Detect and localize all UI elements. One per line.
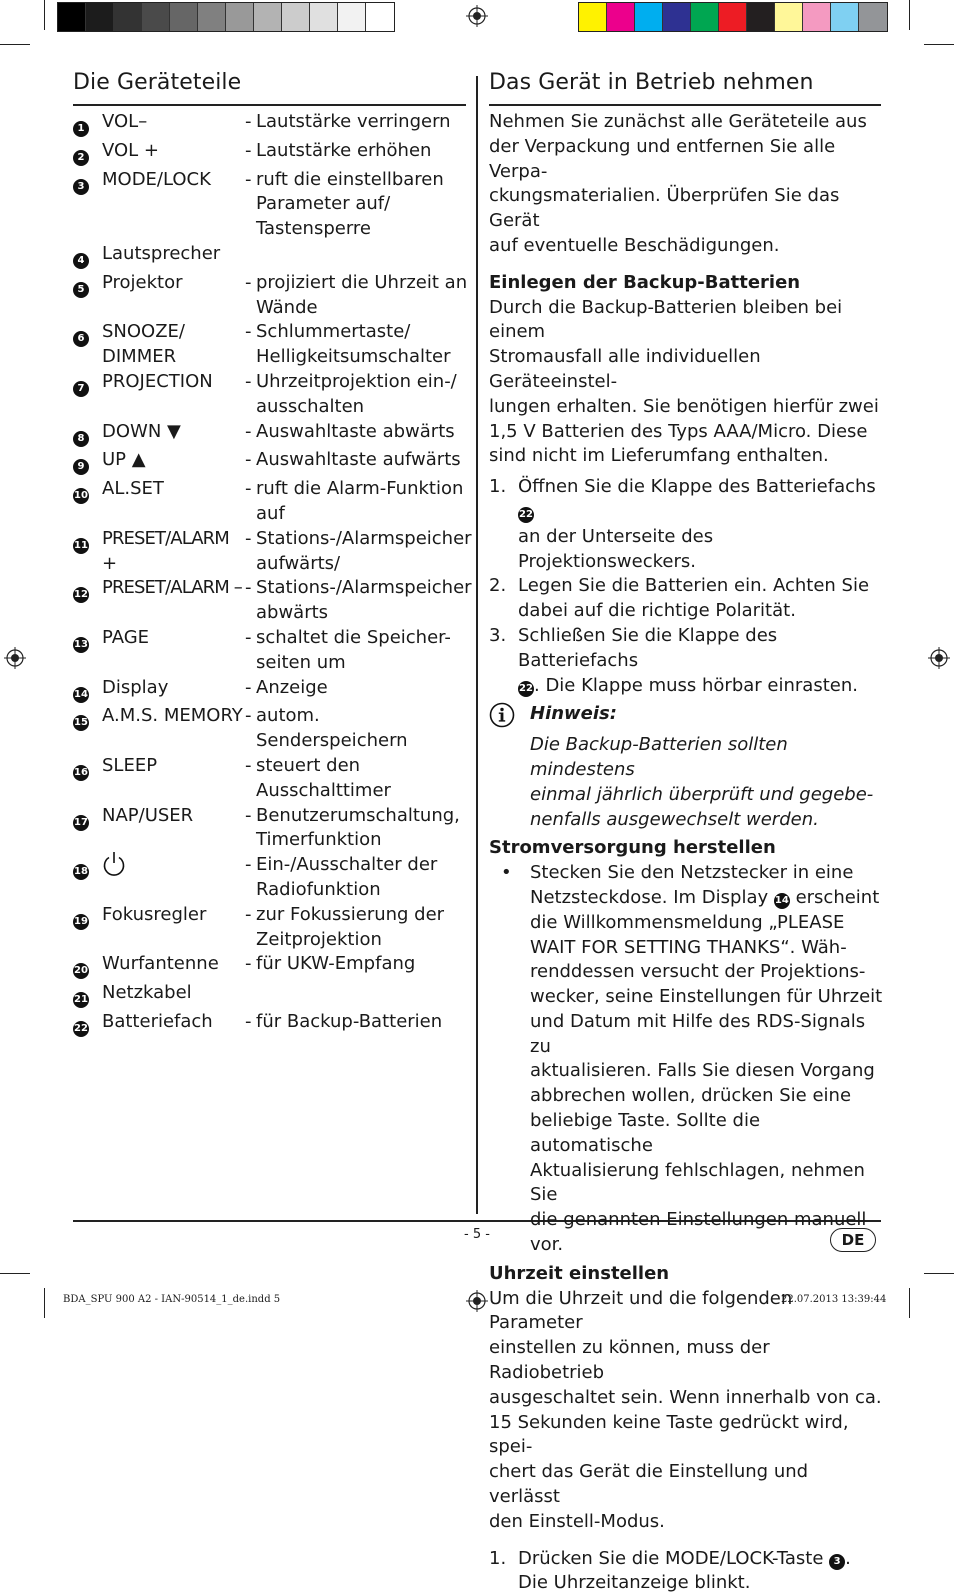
gray-swatch-bar [57, 2, 395, 32]
crop-mark [924, 1273, 954, 1274]
part-number-badge: 1 [73, 121, 89, 137]
part-name: VOL– [102, 111, 148, 132]
part-description: steuert den Ausschalttimer [256, 754, 391, 801]
color-swatch [747, 3, 775, 31]
parts-row [73, 981, 468, 1010]
part-name: Lautsprecher [102, 242, 221, 264]
crop-mark [924, 44, 954, 45]
part-description: Benutzerumschaltung, Timerfunktion [256, 804, 460, 851]
part-name: AL.SET [102, 478, 164, 500]
parts-row: 2 VOL + - Lautstärke erhöhen [73, 139, 468, 168]
part-number-badge: 21 [73, 992, 89, 1008]
parts-row: 5 Projektor - projiziert die Uhrzeit an Wände [73, 271, 468, 321]
part-name: SNOOZE/ DIMMER [102, 321, 185, 368]
note-title: Hinweis: [530, 703, 617, 725]
page-number: - 5 - [464, 1227, 490, 1242]
parts-row: 6 SNOOZE/ DIMMER - Schlummertaste/ Helligkeitsumschalter [73, 320, 468, 370]
backup-paragraph: Durch die Backup-Batterien bleiben bei einem Stromausfall alle individuellen Geräteeinstel- lungen erhalten. Sie benötigen hierfür zwei 1,5 V Batterien des Typs AAA/Micro. Diese sind nicht im Lieferumfang enthalten. [489, 296, 879, 467]
note-box [489, 702, 884, 832]
color-swatch [579, 3, 607, 31]
part-number-badge: 6 [73, 331, 89, 347]
registration-mark-icon [4, 647, 26, 669]
parts-row: 7 PROJECTION - Uhrzeitprojektion ein-/ ausschalten [73, 370, 468, 420]
part-number-badge: 2 [73, 150, 89, 166]
parts-row: 8 DOWN ▼ - Auswahltaste abwärts [73, 420, 468, 449]
part-name: PRESET/ALARM – [102, 577, 242, 599]
part-number-badge: 9 [73, 459, 89, 475]
ref-badge: 3 [829, 1554, 845, 1570]
backup-steps [489, 475, 884, 698]
color-swatch-bar [578, 2, 888, 32]
part-name: SLEEP [102, 754, 158, 776]
registration-mark-icon [466, 1290, 488, 1312]
color-swatch [254, 3, 282, 31]
parts-row: 20 Wurfantenne - für UKW-Empfang [73, 952, 468, 981]
crop-mark [0, 1273, 30, 1274]
color-swatch [310, 3, 338, 31]
part-description: Stations-/Alarmspeicher abwärts [256, 577, 472, 624]
parts-row: 11 PRESET/ALARM + - Stations-/Alarmspeicher aufwärts/ [73, 527, 468, 577]
power-symbol-icon [102, 853, 245, 903]
color-swatch [226, 3, 254, 31]
file-slug: BDA_SPU 900 A2 - IAN-90514_1_de.indd 5 [63, 1294, 281, 1305]
part-description: schaltet die Speicher- seiten um [256, 626, 451, 673]
crop-mark [0, 44, 30, 45]
part-description: Stations-/Alarmspeicher aufwärts/ [256, 527, 472, 574]
parts-row: 16 SLEEP - steuert den Ausschalttimer [73, 754, 468, 804]
color-swatch [142, 3, 170, 31]
part-description: zur Fokussierung der Zeitprojektion [256, 903, 445, 950]
list-item: 1. Öffnen Sie die Klappe des Batteriefachs 22 an der Unterseite des Projektionsweckers. [489, 476, 876, 572]
part-name: PRESET/ALARM + [102, 527, 229, 574]
parts-row: 15 A.M.S. MEMORY - autom. Senderspeichern [73, 704, 468, 754]
part-description: Ein-/Ausschalter der Radiofunktion [256, 854, 438, 900]
parts-row: 10 AL.SET - ruft die Alarm-Funktion auf [73, 477, 468, 527]
part-description: Anzeige [256, 676, 328, 698]
color-swatch [366, 3, 394, 31]
part-description: ruft die Alarm-Funktion auf [256, 478, 464, 524]
part-name: PAGE [102, 626, 150, 648]
part-number-badge: 13 [73, 637, 89, 653]
backup-heading: Einlegen der Backup-Batterien [489, 271, 801, 293]
parts-row: 17 NAP/USER - Benutzerumschaltung, Timerfunktion [73, 804, 468, 854]
intro-paragraph: Nehmen Sie zunächst alle Geräteteile aus der Verpackung und entfernen Sie alle Verpa- ckungsmaterialien. Überprüfen Sie das Gerät auf eventuelle Beschädigungen. [489, 111, 867, 256]
parts-list [73, 110, 472, 1039]
part-name: A.M.S. MEMORY [102, 705, 243, 727]
parts-row [73, 242, 468, 271]
part-description: für Backup-Batterien [256, 1010, 443, 1032]
color-swatch [86, 3, 114, 31]
part-name: UP ▲ [102, 449, 146, 471]
part-number-badge: 22 [73, 1021, 89, 1037]
part-number-badge: 16 [73, 765, 89, 781]
part-description: projiziert die Uhrzeit an Wände [256, 271, 468, 318]
part-name: VOL + [102, 139, 159, 161]
date-slug: 22.07.2013 13:39:44 [781, 1294, 887, 1305]
part-description: Auswahltaste aufwärts [256, 449, 461, 471]
part-description: ruft die einstellbaren Parameter auf/ Tastensperre [256, 168, 444, 240]
part-name: Projektor [102, 271, 183, 293]
parts-row: 18 - Ein-/Ausschalter der Radiofunktion [73, 853, 468, 903]
parts-row: 9 UP ▲ - Auswahltaste aufwärts [73, 448, 468, 477]
column-divider [476, 76, 478, 1214]
color-swatch [859, 3, 887, 31]
part-number-badge: 8 [73, 431, 89, 447]
part-number-badge: 3 [73, 179, 89, 195]
parts-row: 12 PRESET/ALARM – - Stations-/Alarmspeicher abwärts [73, 576, 468, 626]
ref-badge: 14 [774, 893, 790, 909]
part-number-badge: 18 [73, 864, 89, 880]
color-swatch [775, 3, 803, 31]
color-swatch [635, 3, 663, 31]
part-number-badge: 17 [73, 815, 89, 831]
color-swatch [719, 3, 747, 31]
power-text-b: erscheint die Willkommensmeldung „PLEASE WAIT FOR SETTING THANKS“. Wäh- renddessen versucht der Projektions- wecker, seine Einstellungen für Uhrzeit und Datum mit Hilfe des RDS-Signals zu aktualisieren. Falls Sie diesen Vorgang abbrechen wollen, drücken Sie eine beliebige Taste. Sollte die automatische Aktualisierung fehlschlagen, nehmen Sie die genannten Einstellungen manuell vor. [530, 886, 883, 1256]
crop-mark [909, 0, 910, 30]
heading-rule [73, 104, 466, 106]
crop-mark [909, 1288, 910, 1318]
part-name: Batteriefach [102, 1010, 213, 1032]
part-description: Schlummertaste/ Helligkeitsumschalter [256, 321, 451, 368]
parts-row: 19 Fokusregler - zur Fokussierung der Zeitprojektion [73, 903, 468, 953]
part-description: Uhrzeitprojektion ein-/ ausschalten [256, 370, 457, 417]
part-name: Display [102, 676, 169, 698]
parts-row: 13 PAGE - schaltet die Speicher- seiten um [73, 626, 468, 676]
section-title-parts: Die Geräteteile [73, 70, 242, 95]
part-name: PROJECTION [102, 370, 213, 392]
bullet-point: • [501, 862, 512, 884]
list-item: 1. Drücken Sie die MODE/LOCK-Taste 3 . Die Uhrzeitanzeige blinkt. [489, 1547, 851, 1594]
part-description: für UKW-Empfang [256, 953, 416, 975]
part-name: NAP/USER [102, 804, 194, 826]
parts-row: 22 Batteriefach - für Backup-Batterien [73, 1010, 468, 1039]
color-swatch [282, 3, 310, 31]
part-name: Wurfantenne [102, 953, 219, 975]
power-heading: Stromversorgung herstellen [489, 837, 776, 859]
parts-row: 1 VOL– - Lautstärke verringern [73, 110, 468, 139]
part-number-badge: 15 [73, 715, 89, 731]
language-badge: DE [830, 1228, 876, 1252]
part-name: Fokusregler [102, 903, 207, 925]
part-description: Auswahltaste abwärts [256, 420, 455, 442]
color-swatch [831, 3, 859, 31]
part-number-badge: 12 [73, 587, 89, 603]
color-swatch [114, 3, 142, 31]
color-swatch [663, 3, 691, 31]
registration-mark-icon [466, 5, 488, 27]
crop-mark [44, 0, 45, 30]
note-text: Die Backup-Batterien sollten mindestens einmal jährlich überprüft und gegebe- nenfalls ausgewechselt werden. [530, 734, 874, 830]
power-text-a: Stecken Sie den Netzstecker in eine Netzsteckdose. Im Display [530, 862, 854, 908]
time-heading: Uhrzeit einstellen [489, 1262, 670, 1284]
ref-badge: 22 [518, 507, 534, 523]
parts-row: 14 Display - Anzeige [73, 676, 468, 705]
time-paragraph: Um die Uhrzeit und die folgenden Parameter einstellen zu können, muss der Radiobetrieb ausgeschaltet sein. Wenn innerhalb von ca. 15 Sekunden keine Taste gedrückt wird, spei- chert das Gerät die Einstellung und verlässt den Einstell-Modus. [489, 1287, 882, 1532]
part-number-badge: 19 [73, 914, 89, 930]
color-swatch [607, 3, 635, 31]
crop-mark [44, 1288, 45, 1318]
part-number-badge: 11 [73, 538, 89, 554]
registration-mark-icon [928, 647, 950, 669]
color-swatch [198, 3, 226, 31]
part-number-badge: 10 [73, 488, 89, 504]
ref-badge: 22 [518, 681, 534, 697]
list-item: 3. Schließen Sie die Klappe des Batteriefachs 22. Die Klappe muss hörbar einrasten. [489, 624, 858, 696]
section-title-operation: Das Gerät in Betrieb nehmen [489, 70, 814, 95]
part-number-badge: 20 [73, 963, 89, 979]
color-swatch [691, 3, 719, 31]
power-bullet [489, 861, 884, 1258]
part-name: MODE/LOCK [102, 168, 211, 190]
part-description: Lautstärke erhöhen [256, 139, 432, 161]
color-swatch [338, 3, 366, 31]
operation-section [489, 110, 887, 1596]
part-number-badge: 5 [73, 282, 89, 298]
heading-rule [489, 104, 881, 106]
part-number-badge: 7 [73, 381, 89, 397]
list-item: 2. Legen Sie die Batterien ein. Achten Sie dabei auf die richtige Polarität. [489, 575, 870, 622]
part-number-badge: 4 [73, 253, 89, 269]
part-description: autom. Senderspeichern [256, 705, 408, 752]
part-description: Lautstärke verringern [256, 111, 451, 132]
color-swatch [58, 3, 86, 31]
info-icon [489, 702, 530, 832]
part-number-badge: 14 [73, 687, 89, 703]
time-steps [489, 1547, 884, 1596]
parts-row: 3 MODE/LOCK - ruft die einstellbaren Parameter auf/ Tastensperre [73, 168, 468, 242]
part-name: DOWN ▼ [102, 420, 181, 442]
part-name: Netzkabel [102, 982, 192, 1004]
color-swatch [803, 3, 831, 31]
color-swatch [170, 3, 198, 31]
